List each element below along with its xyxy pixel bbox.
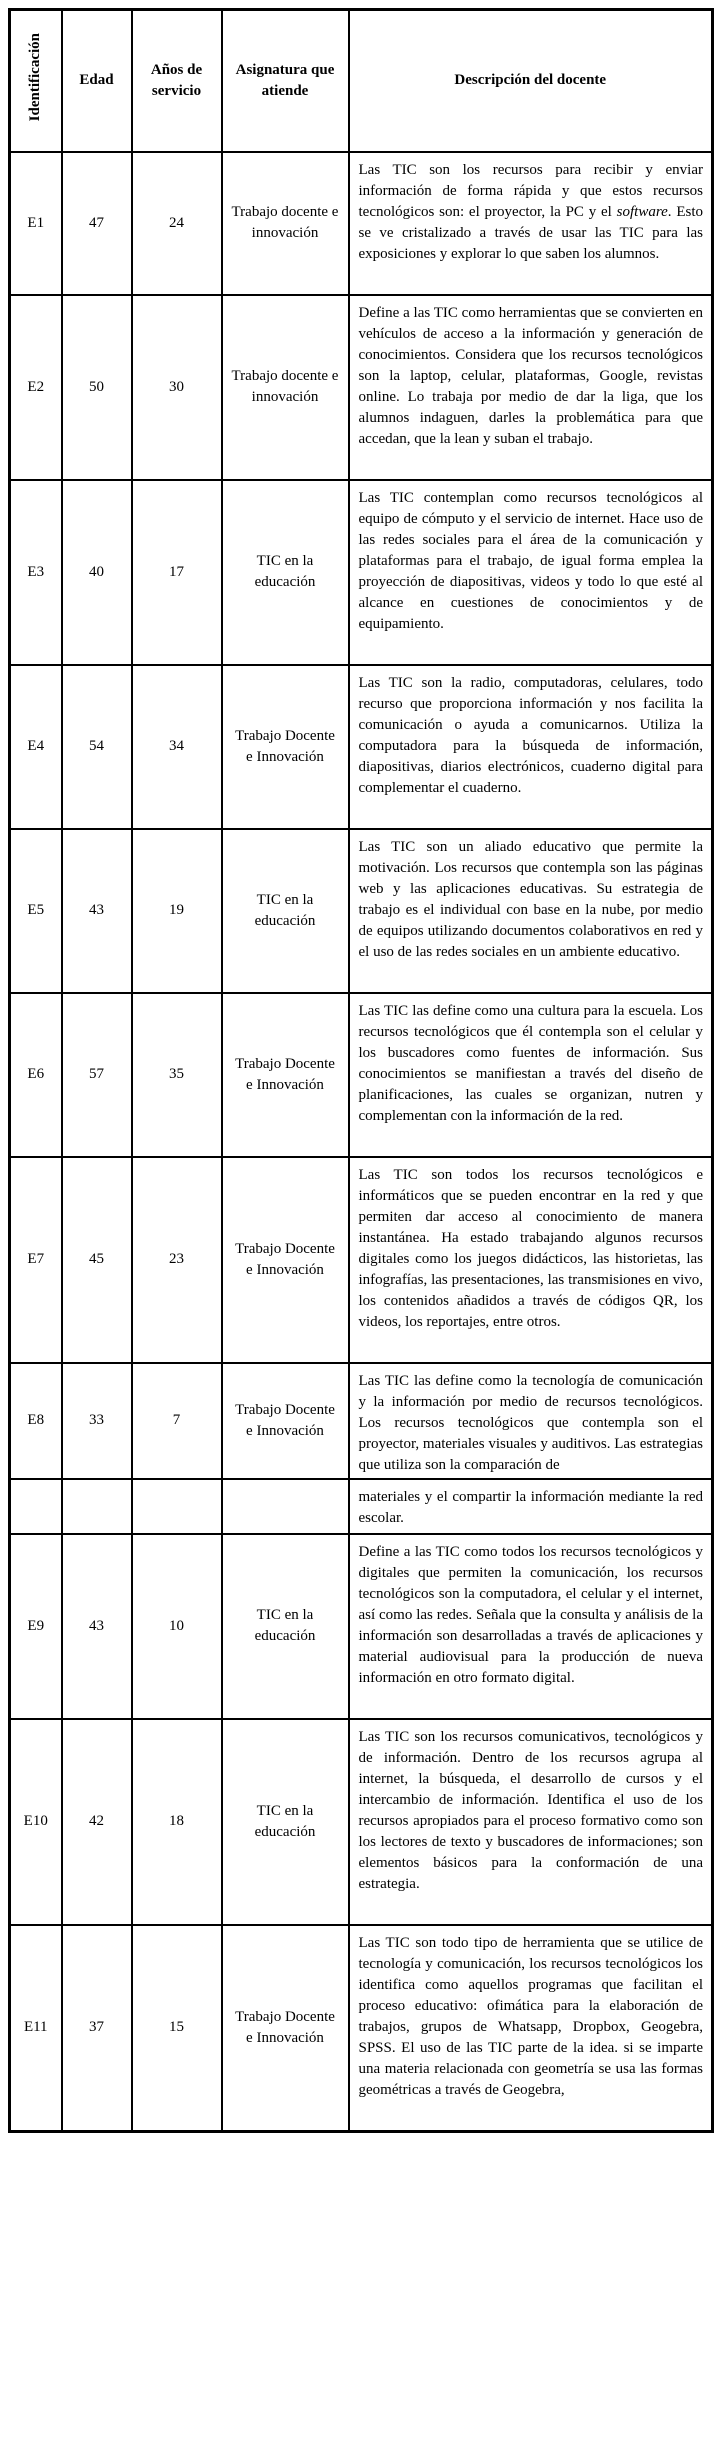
cell-identificacion: E3 <box>10 480 62 665</box>
cell-edad: 54 <box>62 665 132 829</box>
cell-edad: 45 <box>62 1157 132 1363</box>
descripcion-text: Las TIC son todo tipo de herramienta que se utilice de tecnología y comunicación, los recursos tecnológicos los identifica como aquellos programas que facilitan el proceso educativo: ofimática para la elaboración de trabajos, grupos de Whatsapp, Dropbox, Geogebra, SPSS. El uso de las TIC parte de la idea. si se imparte una materia relacionada con geometría se usa las formas geométricas a través de Geogebra, <box>358 1934 703 2098</box>
table-row <box>10 1925 713 2132</box>
cell-identificacion: E8 <box>10 1363 62 1479</box>
cell-asignatura: Trabajo Docente e Innovación <box>222 665 349 829</box>
cell-descripcion <box>349 1479 713 1534</box>
col-header-asignatura: Asignatura que atiende <box>222 10 349 152</box>
cell-asignatura: Trabajo docente e innovación <box>222 295 349 480</box>
cell-anios-servicio: 7 <box>132 1363 222 1479</box>
cell-anios-servicio: 23 <box>132 1157 222 1363</box>
cell-asignatura: Trabajo Docente e Innovación <box>222 1363 349 1479</box>
cell-identificacion: E9 <box>10 1534 62 1719</box>
cell-descripcion <box>349 665 713 829</box>
table-row <box>10 1534 713 1719</box>
cell-anios-servicio: 24 <box>132 152 222 295</box>
header-row <box>10 10 713 152</box>
cell-identificacion: E2 <box>10 295 62 480</box>
cell-asignatura: Trabajo Docente e Innovación <box>222 993 349 1157</box>
col-header-edad: Edad <box>62 10 132 152</box>
cell-descripcion <box>349 480 713 665</box>
cell-edad: 42 <box>62 1719 132 1925</box>
cell-identificacion: E11 <box>10 1925 62 2132</box>
cell-asignatura <box>222 1479 349 1534</box>
cell-identificacion: E4 <box>10 665 62 829</box>
cell-descripcion <box>349 1157 713 1363</box>
descripcion-text: Define a las TIC como herramientas que se convierten en vehículos de acceso a la información y generación de conocimientos. Considera que los recursos tecnológicos son la laptop, celular, plataformas, Google, revistas online. Lo trabaja por medio de dar la liga, que los alumnos indaguen, darles la problemática para que accedan, que la lean y suban el trabajo. <box>358 304 703 447</box>
cell-identificacion <box>10 1479 62 1534</box>
cell-identificacion: E10 <box>10 1719 62 1925</box>
cell-descripcion <box>349 829 713 993</box>
cell-descripcion <box>349 295 713 480</box>
cell-asignatura: TIC en la educación <box>222 1719 349 1925</box>
cell-descripcion <box>349 1363 713 1479</box>
cell-anios-servicio: 15 <box>132 1925 222 2132</box>
cell-anios-servicio: 34 <box>132 665 222 829</box>
cell-descripcion <box>349 1925 713 2132</box>
cell-edad: 57 <box>62 993 132 1157</box>
descripcion-text: Las TIC son un aliado educativo que permite la motivación. Los recursos que contempla son las páginas web y las aplicaciones educativas. Su estrategia de trabajo es el individual con base en la nube, por medio de equipos utilizando documentos colaborativos en red y el uso de las redes sociales en un ambiente educativo. <box>358 838 703 960</box>
cell-identificacion: E7 <box>10 1157 62 1363</box>
cell-edad: 40 <box>62 480 132 665</box>
table-row <box>10 480 713 665</box>
descripcion-text: Las TIC las define como una cultura para la escuela. Los recursos tecnológicos que él contempla son el celular y los buscadores como fuentes de información. Sus conocimientos se manifiestan a través del diseño de planificaciones, las cuales se organizan, nutren y complementan con la información de la red. <box>358 1002 703 1124</box>
cell-edad: 50 <box>62 295 132 480</box>
cell-edad: 37 <box>62 1925 132 2132</box>
cell-anios-servicio <box>132 1479 222 1534</box>
cell-anios-servicio: 19 <box>132 829 222 993</box>
descripcion-text: Las TIC son la radio, computadoras, celulares, todo recurso que proporciona información y nos facilita la comunicación o ayuda a comunicarnos. Utiliza la computadora para la búsqueda de información, diapositivas, diarios electrónicos, cuaderno digital para complementar el cuaderno. <box>358 674 703 796</box>
cell-descripcion <box>349 1534 713 1719</box>
cell-descripcion <box>349 993 713 1157</box>
cell-anios-servicio: 30 <box>132 295 222 480</box>
descripcion-text: materiales y el compartir la información mediante la red escolar. <box>358 1488 703 1526</box>
table-row <box>10 295 713 480</box>
cell-anios-servicio: 17 <box>132 480 222 665</box>
cell-anios-servicio: 10 <box>132 1534 222 1719</box>
table-row <box>10 152 713 295</box>
table-row <box>10 1157 713 1363</box>
descripcion-text: Define a las TIC como todos los recursos tecnológicos y digitales que permiten la comunicación, los recursos tecnológicos son la computadora, el celular y el internet, así como las redes. Señala que la consulta y análisis de la información son desarrolladas a través de aplicaciones y material audiovisual para la producción de nueva información en otro formato digital. <box>358 1543 703 1686</box>
table-row-continuation <box>10 1479 713 1534</box>
descripcion-text: Las TIC son todos los recursos tecnológicos e informáticos que se pueden encontrar en la red y que permiten dar acceso al conocimiento de manera instantánea. Ha estado trabajando algunos recursos digitales como los juegos didácticos, las historietas, las infografías, las presentaciones, las transmisiones en vivo, los contenidos añadidos a través de códigos QR, los videos, los reportajes, entre otros. <box>358 1166 703 1330</box>
col-header-identificacion <box>10 10 62 152</box>
cell-edad <box>62 1479 132 1534</box>
descripcion-italic-text: software <box>616 203 668 220</box>
col-header-anios-servicio: Años de servicio <box>132 10 222 152</box>
cell-asignatura: Trabajo Docente e Innovación <box>222 1157 349 1363</box>
descripcion-text: Las TIC contemplan como recursos tecnológicos al equipo de cómputo y el servicio de internet. Hace uso de las redes sociales para el área de la comunicación y plataformas para el trabajo, de igual forma emplea la proyección de diapositivas, videos y todo lo que esté al alcance en cuestiones de conocimientos y de equipamiento. <box>358 489 703 632</box>
col-header-identificacion-label: Identificación <box>27 33 44 122</box>
descripcion-text: Las TIC son los recursos comunicativos, tecnológicos y de información. Dentro de los recursos agrupa al internet, la búsqueda, el desarrollo de cursos y el intercambio de información. Identifica el uso de los recursos apropiados para el proceso formativo como son los lectores de texto y buscadores de informaciones; son elementos básicos para la conformación de una estrategia. <box>358 1728 703 1892</box>
cell-descripcion <box>349 1719 713 1925</box>
table-header <box>10 10 713 152</box>
cell-anios-servicio: 35 <box>132 993 222 1157</box>
cell-asignatura: TIC en la educación <box>222 1534 349 1719</box>
cell-edad: 43 <box>62 1534 132 1719</box>
cell-identificacion: E5 <box>10 829 62 993</box>
cell-anios-servicio: 18 <box>132 1719 222 1925</box>
descripcion-text: Las TIC las define como la tecnología de comunicación y la información por medio de recursos tecnológicos. Los recursos tecnológicos que contempla son el proyector, materiales visuales y auditivos. Las estrategias que utiliza son la comparación de <box>358 1372 703 1473</box>
table-row <box>10 1363 713 1479</box>
cell-edad: 47 <box>62 152 132 295</box>
cell-asignatura: TIC en la educación <box>222 480 349 665</box>
cell-asignatura: Trabajo Docente e Innovación <box>222 1925 349 2132</box>
table-body <box>10 152 713 2132</box>
cell-edad: 43 <box>62 829 132 993</box>
col-header-descripcion: Descripción del docente <box>349 10 713 152</box>
table-row <box>10 1719 713 1925</box>
cell-identificacion: E1 <box>10 152 62 295</box>
descripcion-text: Las TIC son los recursos para recibir y enviar información de forma rápida y que estos recursos tecnológicos son: el proyector, la PC y el <box>358 161 703 220</box>
cell-asignatura: TIC en la educación <box>222 829 349 993</box>
descripcion-text: . Esto se ve cristalizado a través de usar las TIC para las exposiciones y explorar lo que saben los alumnos. <box>358 203 703 262</box>
cell-edad: 33 <box>62 1363 132 1479</box>
table-row <box>10 829 713 993</box>
cell-identificacion: E6 <box>10 993 62 1157</box>
cell-asignatura: Trabajo docente e innovación <box>222 152 349 295</box>
table-row <box>10 993 713 1157</box>
cell-descripcion <box>349 152 713 295</box>
table-row <box>10 665 713 829</box>
docentes-table <box>8 8 714 2133</box>
